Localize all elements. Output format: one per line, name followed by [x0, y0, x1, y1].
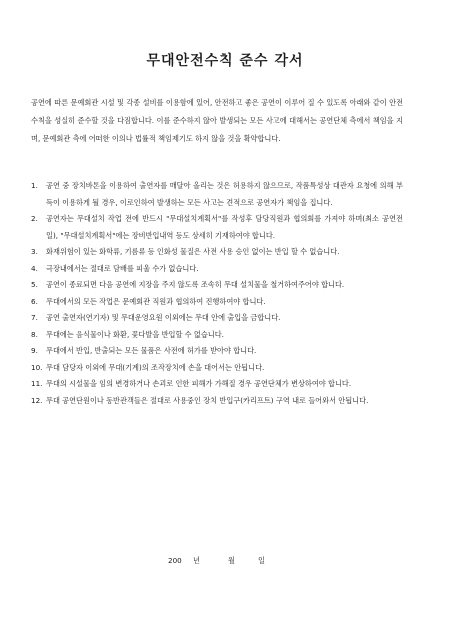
clause-text: 무대 공연단원이나 동반관객들은 절대로 사용중인 장치 반입구(카리프트) 구역 내로 들어와서 안됩니다.: [46, 395, 369, 405]
clause-number: 4.: [31, 263, 38, 273]
clause-number: 7.: [31, 313, 38, 322]
intro-paragraph: 공연에 따른 문예회관 시설 및 각종 설비를 이용함에 있어, 안전하고 좋은 공연이 이루어 질 수 있도록 아래와 같이 안전수칙을 성실히 준수할 것을 다짐합니다. 이를 준수하지 않아 발생되는 모든 사고에 대해서는 공연단체 측에서 책임을 지며, 문예회관 측에 어떠한 이의나 법률적 책임제기도 하지 않을 것을 확약합니다.: [31, 98, 403, 143]
clause-number: 12.: [31, 395, 43, 405]
clause-item: [31, 310, 403, 327]
clause-item: [31, 393, 403, 410]
clause-item: [31, 327, 403, 344]
clause-item: [31, 178, 403, 211]
clause-number: 10.: [31, 362, 43, 372]
clause-item: [31, 211, 403, 244]
clause-list: [31, 178, 403, 409]
clause-text: 무대에서의 모든 작업은 문예회관 직원과 협의하여 진행하여야 합니다.: [46, 296, 266, 306]
clause-text: 공연 중 장치바톤을 이용하여 출연자를 매달아 올리는 것은 허용하지 않으므로, 작품특성상 대관자 요청에 의해 부득이 이용하게 될 경우, 이로인하여 발생하는 모든 사고는 견적으로 공연자가 책임을 집니다.: [46, 181, 403, 207]
clause-number: 5.: [31, 280, 38, 289]
clause-text: 공연자는 무대설치 작업 전에 반드시 "무대설치계획서"를 작성후 담당직원과 협의회를 가져야 하며(최소 공연전일), "무대설치계획서"에는 장비반입내역 등도 상세히 기재하여야 합니다.: [46, 214, 403, 240]
clause-number: 2.: [31, 214, 38, 223]
clause-item: [31, 294, 403, 311]
clause-text: 무대의 시설물을 임의 변경하거나 손괴로 인한 피해가 가해질 경우 공연단체가 변상하여야 합니다.: [46, 379, 352, 388]
clause-item: [31, 343, 403, 360]
clause-number: 8.: [31, 329, 38, 339]
clause-number: 6.: [31, 296, 38, 306]
date-year-unit: 년: [193, 556, 200, 565]
clause-item: [31, 244, 403, 261]
date-month-unit: 월: [228, 556, 235, 565]
clause-text: 공연이 종료되면 다음 공연에 지장을 주지 않도록 조속히 무대 설치물을 철거하여주어야 합니다.: [46, 280, 345, 289]
clause-number: 3.: [31, 247, 38, 256]
clause-text: 화재위험이 있는 화학류, 기름류 등 인화성 물질은 사전 사용 승인 없이는 반입 할 수 없습니다.: [46, 247, 340, 256]
clause-item: [31, 376, 403, 393]
document-title: 무대안전수칙 준수 각서: [146, 53, 304, 69]
clause-text: 공연 출연자(연기자) 및 무대운영요원 이외에는 무대 안에 출입을 금합니다.: [46, 313, 281, 322]
clause-text: 무대에는 음식물이나 화환, 꽃다발을 반입할 수 없습니다.: [46, 329, 224, 339]
clause-number: 1.: [31, 181, 38, 190]
clause-text: 무대에서 반입, 반출되는 모든 물품은 사전에 허가를 받아야 합니다.: [46, 346, 257, 355]
clause-item: [31, 277, 403, 294]
clause-text: 무대 담당자 이외에 무대(기계)의 조작장치에 손을 대어서는 안됩니다.: [46, 362, 265, 372]
clause-text: 극장내에서는 절대로 담배를 피울 수가 없습니다.: [46, 263, 199, 273]
clause-number: 11.: [31, 379, 43, 388]
clause-item: [31, 360, 403, 377]
date-day-unit: 일: [258, 556, 265, 565]
clause-item: [31, 261, 403, 278]
date-year: 200: [168, 556, 182, 565]
clause-number: 9.: [31, 346, 38, 355]
